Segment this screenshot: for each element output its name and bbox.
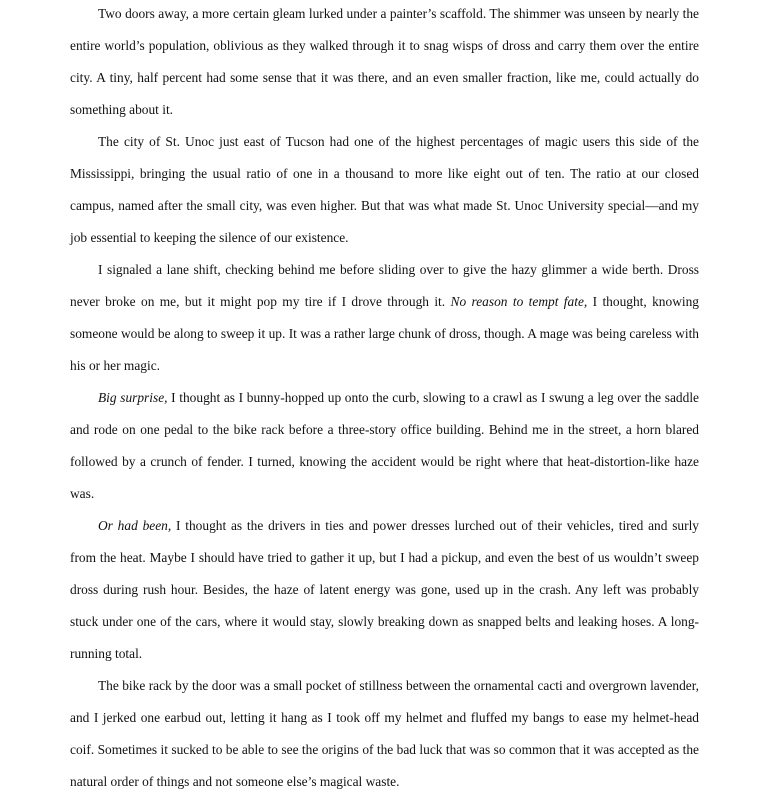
- paragraph-2: [70, 126, 699, 254]
- paragraph-3: [70, 254, 699, 382]
- text-segment: The city of St. Unoc just east of Tucson had one of the highest percentages of magic users this side of the Mississippi, bringing the usual ratio of one in a thousand to more like eight out of ten. The ratio at our closed campus, named after the small city, was even higher. But that was what made St. Unoc University special—and my job essential to keeping the silence of our existence.: [70, 134, 699, 245]
- paragraph-4: [70, 382, 699, 510]
- paragraph-6: [70, 670, 699, 798]
- text-segment: The bike rack by the door was a small pocket of stillness between the ornamental cacti and overgrown lavender, and I jerked one earbud out, letting it hang as I took off my helmet and fluffed my bangs to ease my helmet-head coif. Sometimes it sucked to be able to see the origins of the bad luck that was so common that it was accepted as the natural order of things and not someone else’s magical waste.: [70, 678, 699, 789]
- text-segment: I thought as I bunny-hopped up onto the curb, slowing to a crawl as I swung a leg over the saddle and rode on one pedal to the bike rack before a three-story office building. Behind me in the street, a horn blared followed by a crunch of fender. I turned, knowing the accident would be right where that heat-distortion-like haze was.: [70, 390, 699, 501]
- document-page: [70, 0, 699, 798]
- text-segment: Two doors away, a more certain gleam lurked under a painter’s scaffold. The shimmer was unseen by nearly the entire world’s population, oblivious as they walked through it to snag wisps of dross and carry them over the entire city. A tiny, half percent had some sense that it was there, and an even smaller fraction, like me, could actually do something about it.: [70, 6, 699, 117]
- paragraph-5: [70, 510, 699, 670]
- paragraph-1: [70, 0, 699, 126]
- text-segment: I thought as the drivers in ties and power dresses lurched out of their vehicles, tired and surly from the heat. Maybe I should have tried to gather it up, but I had a pickup, and even the best of us wouldn’t sweep dross during rush hour. Besides, the haze of latent energy was gone, used up in the crash. Any left was probably stuck under one of the cars, where it would stay, slowly breaking down as snapped belts and leaking hoses. A long-running total.: [70, 518, 699, 661]
- italic-thought: Big surprise,: [98, 390, 168, 405]
- italic-thought: No reason to tempt fate,: [450, 294, 588, 309]
- text-segment: I thought, knowing someone would be along to sweep it up. It was a rather large chunk of dross, though. A mage was being careless with his or her magic.: [70, 294, 699, 373]
- italic-thought: Or had been,: [98, 518, 172, 533]
- text-segment: I signaled a lane shift, checking behind me before sliding over to give the hazy glimmer a wide berth. Dross never broke on me, but it might pop my tire if I drove through it.: [70, 262, 699, 309]
